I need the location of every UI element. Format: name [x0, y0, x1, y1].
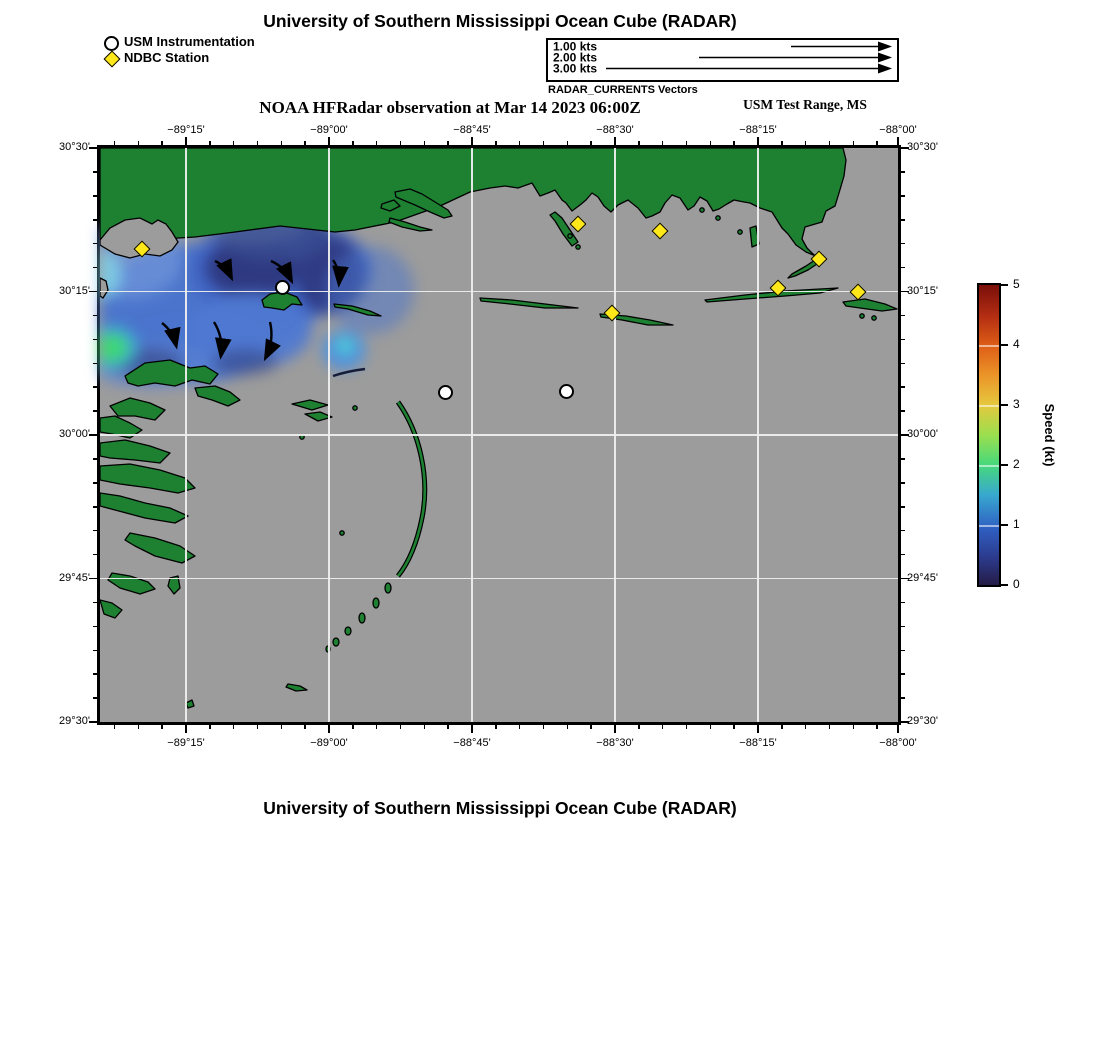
y-tick [93, 219, 97, 221]
y-tick [93, 410, 97, 412]
x-tick [376, 725, 378, 729]
x-tick [567, 725, 569, 729]
y-tick [93, 602, 97, 604]
colorbar-gridline [979, 465, 999, 467]
y-tick [93, 315, 97, 317]
x-tick [876, 725, 878, 729]
colorbar [977, 283, 1001, 587]
colorbar-tick [1001, 284, 1008, 286]
page-title: University of Southern Mississippi Ocean Cube (RADAR) [263, 11, 737, 31]
x-tick [614, 725, 616, 733]
x-tick [138, 725, 140, 729]
x-tick-label: −88°45' [453, 124, 491, 136]
x-tick [281, 141, 283, 145]
x-tick [733, 725, 735, 729]
colorbar-tick [1001, 584, 1008, 586]
marker-legend [100, 34, 255, 66]
colorbar-tick [1001, 404, 1008, 406]
ndbc-station-marker [849, 283, 866, 300]
x-tick [710, 725, 712, 729]
y-tick [901, 602, 905, 604]
y-tick-label: 30°00' [59, 428, 90, 440]
x-tick [710, 141, 712, 145]
y-tick [93, 482, 97, 484]
vector-scale-box [546, 38, 899, 82]
y-tick [901, 243, 905, 245]
x-tick-label: −89°15' [167, 737, 205, 749]
x-tick [686, 725, 688, 729]
x-tick [519, 141, 521, 145]
y-tick [89, 578, 97, 580]
vector-scale-label: 3.00 kts [553, 61, 598, 75]
y-tick [89, 291, 97, 293]
x-tick [876, 141, 878, 145]
footer-title: University of Southern Mississippi Ocean Cube (RADAR) [263, 798, 737, 818]
x-tick [352, 725, 354, 729]
x-tick [686, 141, 688, 145]
x-tick [519, 725, 521, 729]
x-tick [590, 141, 592, 145]
x-tick-label: −88°30' [596, 737, 634, 749]
y-tick-label: 30°30' [59, 141, 90, 153]
y-tick [901, 315, 905, 317]
y-tick [901, 267, 905, 269]
colorbar-gridline [979, 345, 999, 347]
x-tick [662, 725, 664, 729]
colorbar-tick-label: 2 [1013, 457, 1020, 471]
y-tick [901, 506, 905, 508]
x-tick [209, 725, 211, 729]
x-tick [590, 725, 592, 729]
y-tick [93, 171, 97, 173]
usm-instrumentation-marker [275, 280, 290, 295]
x-tick [352, 141, 354, 145]
y-tick [901, 171, 905, 173]
y-tick [93, 506, 97, 508]
colorbar-tick [1001, 524, 1008, 526]
colorbar-tick-label: 3 [1013, 397, 1020, 411]
x-tick [662, 141, 664, 145]
x-tick [638, 725, 640, 729]
x-tick-label: −88°00' [879, 124, 917, 136]
y-tick-label: 30°15' [59, 284, 90, 297]
vector-scale-label: 1.00 kts [553, 40, 598, 54]
x-tick [304, 725, 306, 729]
ndbc-station-marker [133, 240, 150, 257]
colorbar-tick [1001, 464, 1008, 466]
x-tick [543, 725, 545, 729]
x-tick-label: −89°15' [167, 124, 205, 136]
colorbar-tick-label: 1 [1013, 517, 1020, 531]
y-tick [89, 434, 97, 436]
vector-scale-label: 2.00 kts [553, 50, 598, 65]
x-tick [138, 141, 140, 145]
ndbc-station-marker [603, 304, 620, 321]
x-tick [543, 141, 545, 145]
x-tick [400, 141, 402, 145]
y-tick-label: 30°00' [907, 428, 938, 440]
vector-scale-arrows [548, 40, 892, 75]
x-tick [328, 137, 330, 145]
y-tick [93, 386, 97, 388]
x-tick [257, 725, 259, 729]
x-tick [471, 137, 473, 145]
x-tick [161, 725, 163, 729]
y-tick-label: 29°45' [907, 571, 938, 584]
colorbar-tick-label: 4 [1013, 337, 1020, 351]
x-tick [805, 725, 807, 729]
x-tick [161, 141, 163, 145]
x-tick-label: −89°00' [310, 737, 348, 749]
x-tick [638, 141, 640, 145]
x-tick [781, 141, 783, 145]
usm-instrumentation-marker [559, 384, 574, 399]
x-tick [114, 141, 116, 145]
colorbar-gridline [979, 525, 999, 527]
x-tick [733, 141, 735, 145]
x-tick [805, 141, 807, 145]
y-tick [901, 650, 905, 652]
x-tick [304, 141, 306, 145]
y-tick [901, 626, 905, 628]
y-tick [89, 147, 97, 149]
x-tick [495, 141, 497, 145]
y-tick [901, 219, 905, 221]
x-tick [897, 725, 899, 733]
y-tick-label: 30°30' [907, 141, 938, 153]
vector-scale-arrowhead [878, 53, 892, 63]
x-tick [781, 725, 783, 729]
x-tick [567, 141, 569, 145]
x-tick [757, 137, 759, 145]
legend-item-usm [100, 34, 255, 50]
y-tick [93, 554, 97, 556]
x-tick [853, 141, 855, 145]
y-tick [93, 243, 97, 245]
y-tick [93, 697, 97, 699]
y-tick [901, 530, 905, 532]
x-tick [447, 725, 449, 729]
ndbc-diamond-icon [104, 51, 121, 68]
y-tick-label: 30°15' [907, 284, 938, 297]
colorbar-tick [1001, 344, 1008, 346]
x-tick [185, 725, 187, 733]
y-tick [93, 673, 97, 675]
y-tick [93, 339, 97, 341]
observation-subtitle: NOAA HFRadar observation at Mar 14 2023 06:00Z [259, 98, 641, 117]
colorbar-gridline [979, 405, 999, 407]
legend-item-label: USM Instrumentation [124, 34, 255, 49]
ndbc-station-marker [569, 215, 586, 232]
x-tick [376, 141, 378, 145]
y-tick [901, 458, 905, 460]
colorbar-tick-label: 5 [1013, 277, 1020, 291]
y-tick [901, 697, 905, 699]
y-tick [93, 626, 97, 628]
x-tick-label: −88°30' [596, 124, 634, 136]
y-tick [901, 673, 905, 675]
x-tick [757, 725, 759, 733]
usm-instrumentation-marker [438, 385, 453, 400]
x-tick [495, 725, 497, 729]
x-tick [114, 725, 116, 729]
y-tick [901, 410, 905, 412]
legend-item-label: NDBC Station [124, 50, 210, 65]
colorbar-tick-label: 0 [1013, 577, 1020, 591]
y-tick-label: 29°45' [59, 571, 90, 584]
x-tick [897, 137, 899, 145]
y-tick [901, 482, 905, 484]
x-tick [233, 141, 235, 145]
y-tick-label: 29°30' [59, 715, 90, 727]
x-tick [447, 141, 449, 145]
y-tick [93, 363, 97, 365]
legend-item-ndbc [100, 50, 255, 66]
x-tick [829, 725, 831, 729]
x-tick [424, 725, 426, 729]
y-tick [89, 721, 97, 723]
colorbar-label: Speed (kt) [1042, 403, 1057, 467]
y-tick [901, 386, 905, 388]
x-tick [424, 141, 426, 145]
vector-scale-arrowhead [878, 42, 892, 52]
x-tick-label: −88°15' [739, 737, 777, 749]
x-tick-label: −88°00' [879, 737, 917, 749]
x-tick [281, 725, 283, 729]
ndbc-station-marker [810, 250, 827, 267]
ndbc-station-marker [651, 222, 668, 239]
vector-scale-arrowhead [878, 64, 892, 74]
x-tick [185, 137, 187, 145]
x-tick [471, 725, 473, 733]
y-tick [901, 339, 905, 341]
y-tick-label: 29°30' [907, 715, 938, 727]
test-range-label: USM Test Range, MS [743, 97, 867, 112]
y-tick [901, 363, 905, 365]
x-tick [829, 141, 831, 145]
x-tick [233, 725, 235, 729]
y-tick [93, 195, 97, 197]
x-tick [400, 725, 402, 729]
x-tick-label: −89°00' [310, 124, 348, 136]
map-panel [97, 145, 901, 725]
y-tick [93, 267, 97, 269]
y-tick [93, 530, 97, 532]
y-tick [901, 554, 905, 556]
x-tick [614, 137, 616, 145]
x-tick [328, 725, 330, 733]
x-tick [853, 725, 855, 729]
x-tick-label: −88°15' [739, 124, 777, 136]
usm-circle-icon [104, 36, 119, 51]
y-tick [93, 458, 97, 460]
x-tick [257, 141, 259, 145]
y-tick [901, 195, 905, 197]
vector-scale-caption: RADAR_CURRENTS Vectors [548, 84, 698, 96]
y-tick [93, 650, 97, 652]
x-tick-label: −88°45' [453, 737, 491, 749]
ndbc-station-marker [769, 279, 786, 296]
station-marker-layer [100, 148, 898, 722]
x-tick [209, 141, 211, 145]
